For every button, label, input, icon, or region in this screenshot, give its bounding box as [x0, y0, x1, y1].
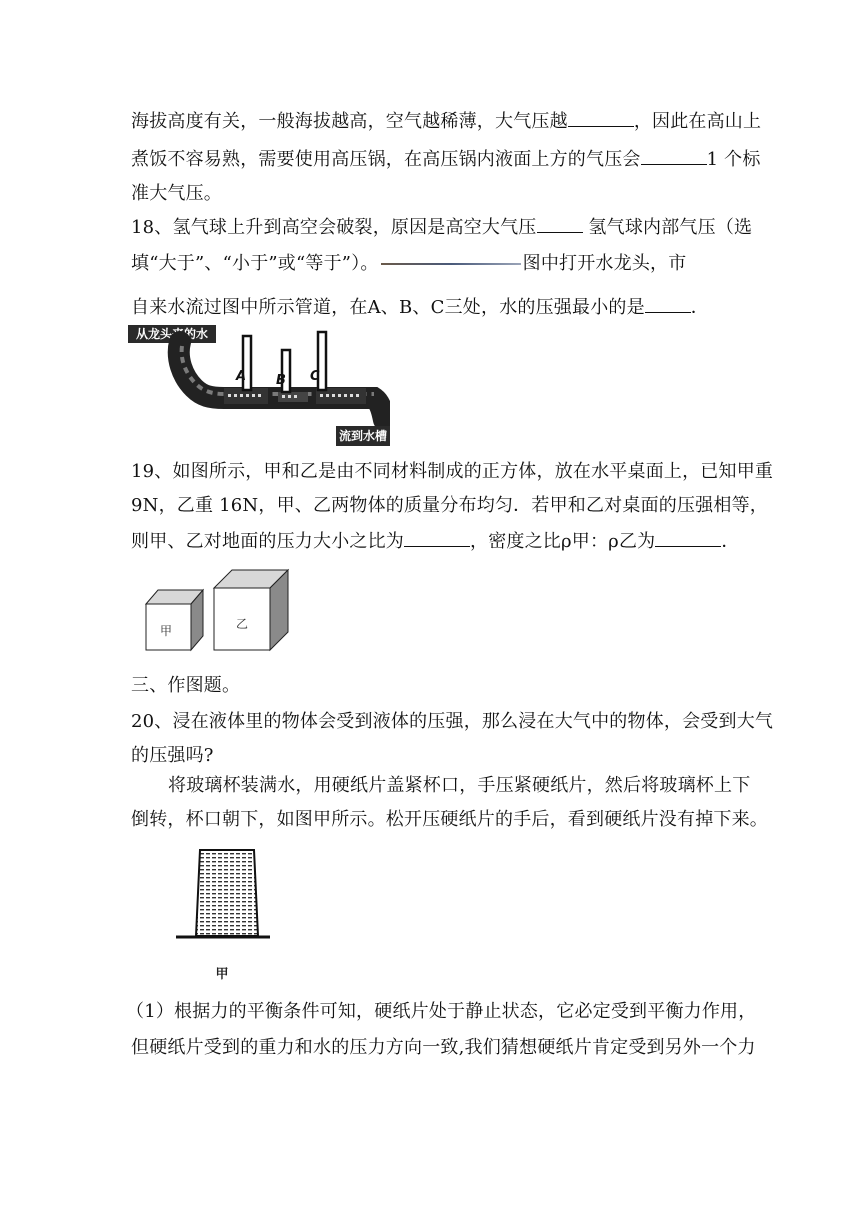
question-20-line: （1）根据力的平衡条件可知，硬纸片处于静止状态，它必定受到平衡力作用，: [126, 1001, 757, 1022]
answer-blank: [641, 146, 707, 165]
text-segment: 氢气球内部气压（选: [582, 217, 753, 238]
text-segment: ．: [721, 531, 740, 552]
text-segment: 煮饭不容易熟，需要使用高压锅，在高压锅内液面上方的气压会: [131, 149, 641, 170]
question-19-line: [131, 528, 740, 554]
answer-blank: [645, 294, 691, 313]
text-segment: 自来水流过图中所示管道，在A、B、C三处，水的压强最小的是: [131, 297, 645, 318]
text-segment: 1 个标: [706, 149, 761, 170]
text-line: [131, 108, 762, 134]
answer-blank: [404, 528, 470, 547]
question-20-line: 20、浸在液体里的物体会受到液体的压强，那么浸在大气中的物体，会受到大气: [131, 711, 774, 732]
question-20-line: 的压强吗?: [131, 745, 214, 766]
inverted-glass-figure: [176, 844, 270, 984]
question-19-line: 19、如图所示，甲和乙是由不同材料制成的正方体，放在水平桌面上，已知甲重: [131, 461, 774, 482]
text-segment: 填“大于”、“小于”或“等于”）。: [131, 253, 379, 274]
text-segment: ，密度之比ρ甲：ρ乙为: [470, 531, 656, 552]
source-label: 从龙头来的水: [135, 327, 209, 341]
large-cube-label: 乙: [235, 617, 249, 631]
text-line: 准大气压。: [131, 183, 222, 204]
question-19-line: 9N，乙重 16N，甲、乙两物体的质量分布均匀．若甲和乙对桌面的压强相等，: [131, 495, 768, 516]
answer-blank: [537, 214, 583, 233]
point-b-label: B: [276, 373, 286, 388]
sink-label: 流到水槽: [338, 429, 388, 443]
question-20-line: 将玻璃杯装满水，用硬纸片盖紧杯口，手压紧硬纸片，然后将玻璃杯上下: [168, 775, 751, 796]
answer-blank: [655, 528, 721, 547]
point-a-label: A: [236, 369, 247, 384]
decorative-underline: [381, 263, 521, 265]
text-segment: 18、氢气球上升到高空会破裂，原因是高空大气压: [131, 217, 537, 238]
text-segment: ，因此在高山上: [633, 111, 762, 132]
water-pipe-figure: [128, 322, 390, 448]
section-heading: 三、作图题。: [131, 675, 241, 696]
question-20-line: 但硬纸片受到的重力和水的压力方向一致,我们猜想硬纸片肯定受到另外一个力: [131, 1037, 756, 1058]
text-line: [131, 146, 761, 172]
question-18-line: [131, 214, 753, 240]
answer-blank: [568, 108, 634, 127]
question-18-line: [131, 294, 731, 320]
text-segment: 图中打开水龙头，市: [522, 253, 687, 274]
cubes-figure: [140, 566, 295, 658]
glass-caption: 甲: [215, 967, 229, 982]
question-20-line: 倒转，杯口朝下，如图甲所示。松开压硬纸片的手后，看到硬纸片没有掉下来。: [131, 809, 768, 830]
text-segment: 则甲、乙对地面的压力大小之比为: [131, 531, 404, 552]
glass-body: [196, 850, 258, 936]
small-cube-label: 甲: [159, 624, 173, 638]
text-segment: 海拔高度有关，一般海拔越高，空气越稀薄，大气压越: [131, 111, 568, 132]
point-c-label: C: [310, 369, 320, 384]
question-18-line: [131, 252, 731, 276]
text-segment: ．: [690, 297, 709, 318]
